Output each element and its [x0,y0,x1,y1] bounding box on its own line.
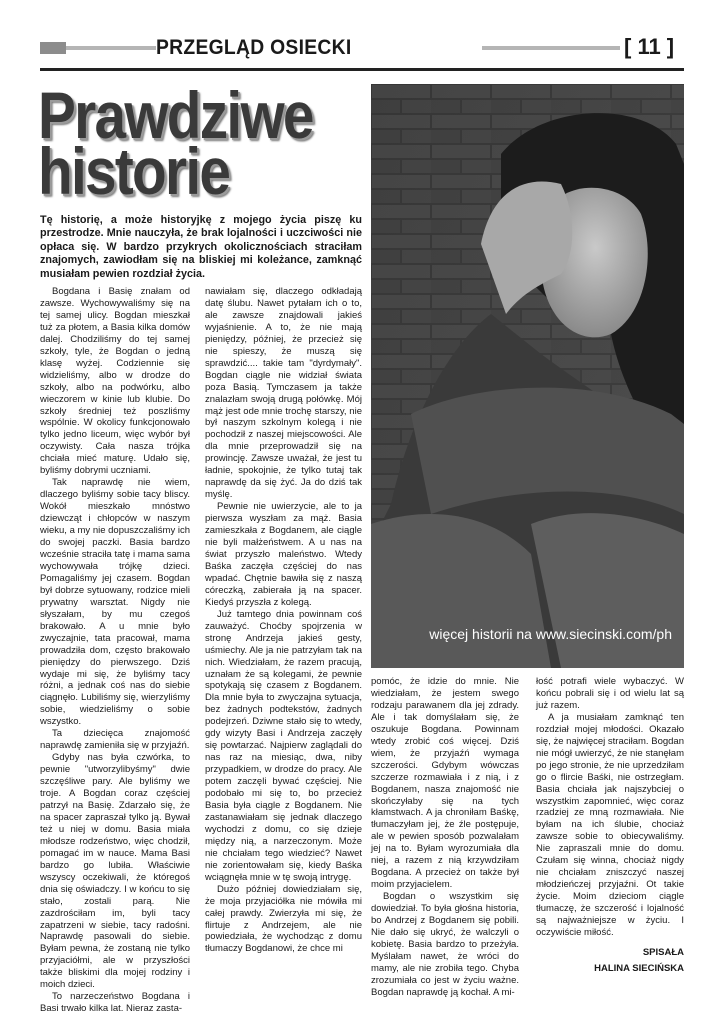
text-column-2 [205,286,362,955]
page-number: [ 11 ] [624,34,675,59]
paragraph: Bogdan o wszystkim się dowiedział. To była głośna historia, bo Andrzej z Bogdanem się pobili. Nie dało się ukryć, że walczyli o kobietę. Basia bardzo to przeżyła. Myślałam nawet, że wróci do mamy, ale nie zrobiła tego. Chyba zrozumiała co jest w życiu ważne. Bogdan naprawdę ją kochał. A mi- [371,891,519,998]
header-line-right [482,46,620,50]
article-photo [371,84,684,668]
photo-caption: więcej historii na www.siecinski.com/ph [429,626,672,642]
paragraph: Tak naprawdę nie wiem, dlaczego byliśmy sobie tacy bliscy. Wokół mieszkało mnóstwo dziewcząt i chłopców w naszym wieku, a my nie dopuszczaliśmy ich do swojej paczki. Basia bardzo wcześnie straciła tatę i mama sama wychowywała trójkę dzieci. Pomagaliśmy jej czasem. Bogdan był dobrze sytuowany, rodzice mieli prywatny warsztat. Nigdy nie słyszałam, by mu czegoś brakowało. A u mnie było zwyczajnie, tata pracował, mama prowadziła dom, często brakowało pieniędzy do pierwszego. Dziś wydaje mi się, że byliśmy tacy różni, a jednak coś nas do siebie ciągnęło. Lubiliśmy się, wierzyliśmy sobie, wiedzieliśmy o sobie wszystko. [40,477,190,728]
text-column-3 [371,676,519,999]
article-title-line2: historie [38,134,230,208]
text-column-1 [40,286,190,1015]
text-column-4 [536,676,684,977]
paragraph: Bogdana i Basię znałam od zawsze. Wychowywaliśmy się na tej samej ulicy. Bogdan mieszkał tuż za płotem, a Basia kilka domów dalej. Chodziliśmy do tej samej szkoły, tyle, że Bogdan o jedną klasę wyżej. Codziennie się widzieliśmy, albo w drodze do szkoły, albo na podwórku, albo wieczorem w kinie lub klubie. Do szkoły średniej też poszliśmy wspólnie. W okolicy funkcjonowało tylko jedno liceum, więc wybór był oczywisty. Cała nasza trójka chciała mieć maturę. Udało się, byliśmy dobrymi uczniami. [40,286,190,477]
paragraph: Dużo później dowiedziałam się, że moja przyjaciółka nie mówiła mi całej prawdy. Zwierzyła mi się, że flirtuje z Andrzejem, ale nie powiedziała, że wychodząc z domu tłumaczy Bogdanowi, że chce mi [205,883,362,955]
paragraph: Ta dziecięca znajomość naprawdę zamieniła się w przyjaźń. [40,728,190,752]
signature-label: SPISAŁA [642,946,684,958]
paragraph: łość potrafi wiele wybaczyć. W końcu pobrali się i od wielu lat są już razem. [536,676,684,711]
header-rule [40,68,684,71]
paragraph: pomóc, że idzie do mnie. Nie wiedziałam, że jestem swego rodzaju parawanem dla jej zdrady. Ale i tak domyślałam się, że oszukuje Bogdana. Powinnam wtedy zrobić coś więcej. Dziś wiem, że przyjaźń wymaga szczerości. Gdybym wówczas szczerze rozmawiała i z nią, i z Bogdanem, nasza znajomość nie skończyłaby się na tych kłamstwach. A ja chroniłam Baśkę, tłumaczyłam jej, że źle postępuje, ale w pewien sposób pozwalałam jej na to. Byłam wyrozumiała dla niej, a razem z nią krzywdziłam Bogdana. A przecież on także był moim przyjacielem. [371,676,519,891]
magazine-title: PRZEGLĄD OSIECKI [156,36,352,59]
paragraph: nawiałam się, dlaczego odkładają datę ślubu. Nawet pytałam ich o to, ale zawsze znajdowali jakieś wyjaśnienie. A to, że nie mają pieniędzy, później, że przecież się nie spieszy, że muszą się sprawdzić.... takie tam "dyrdymały". Bogdan ciągle nie widział świata poza Basią. Tymczasem ja także znalazłam swoją drugą połówkę. Mój mąż jest ode mnie trochę starszy, nie był naszym szkolnym kolegą i nie pochodził z naszej miejscowości. Ale dla mnie przeprowadził się na prowincję. Zawsze uważał, że jest tu ładnie, spokojnie, że tylko tutaj tak naprawdę da się żyć. Ja do dziś tak myślę. [205,286,362,501]
signature-block [536,945,684,977]
paragraph: A ja musiałam zamknąć ten rozdział mojej młodości. Okazało się, że najwięcej straciłam. Bogdan nie mógł uwierzyć, że nie stanęłam po jego stronie, że nie uprzedziłam go o flircie Baśki, nie ostrzegłam. Basia chciała jak najszybciej o wszystkim zapomnieć, więc coraz rzadziej ze mną rozmawiała. Nie byłam na ich ślubie, chociaż zawsze sobie to obiecywaliśmy. Nie zapraszali mnie do domu. Czułam się winna, chociaż nigdy nie chciałam zniszczyć naszej młodzieńczej przyjaźni. Ot takie życie. Moim dzieciom ciągle tłumaczę, że szczerość i lojalność są najważniejsze w życiu. I oczywiście miłość. [536,711,684,939]
photo-girl-sad-illustration [371,84,684,668]
paragraph: To narzeczeństwo Bogdana i Basi trwało kilka lat. Nieraz zasta- [40,991,190,1015]
header-line-left [66,46,156,50]
paragraph: Już tamtego dnia powinnam coś zauważyć. Choćby spojrzenia w stronę Andrzeja jakieś gesty, uśmiechy. Ale ja nie patrzyłam tak na nich. Wiedziałam, że razem pracują, uznałam że są kolegami, że pewnie spotykają się czasem z Bogdanem. Dla mnie była to zwyczajna sytuacja, bez żadnych podtekstów, żadnych podejrzeń. Dziwne stało się to wtedy, gdy wizyty Basi i Andrzeja zaczęły się powtarzać. Najpierw zaglądali do nas raz na miesiąc, dwa, niby przypadkiem, w drodze do pracy. Ale potem zaczęli bywać częściej. Nie podobało mi się to, bo przecież Basia była ciągle z Bogdanem. Nie zastanawiałam się jednak dlaczego wychodzi z domu, co się dzieje między nią, a narzeczonym. Może nie chciałam tego wiedzieć? Nawet nie zorientowałam się, kiedy Baśka wciągnęła mnie w tę swoją intrygę. [205,608,362,883]
article-title-line1: Prawdziwe [38,78,313,152]
header-accent-block [40,42,66,54]
paragraph: Gdyby nas była czwórka, to pewnie "utworzylibyśmy" dwie szczęśliwe pary. Ale byliśmy we troje. A Bogdan coraz częściej patrzył na Basię. Zdarzało się, że na spacer zapraszał tylko ją. Bywał też u niej w domu. Basia miała młodsze rodzeństwo, więc chodził, pomagać im w nauce. Mama Basi bardzo go lubiła. Właściwie wszyscy oczekiwali, że któregoś dnia się oświadczy. I w końcu to się stało, zostali parą. Nie zazdrościłam im, byli tacy zapatrzeni w siebie, tacy radośni. Naprawdę pasowali do siebie. Byłam pewna, że zostaną nie tylko przyjaciółmi, ale w przyszłości także bliskimi dla mojej rodziny i moich dzieci. [40,752,190,991]
paragraph: Pewnie nie uwierzycie, ale to ja pierwsza wyszłam za mąż. Basia zamieszkała z Bogdanem, ale ciągle nie byli małżeństwem. A u nas na świat przyszło maleństwo. Wtedy Baśka zaczęła częściej do nas wpadać. Chętnie bawiła się z naszą córeczką, zabierała ją na spacer. Kiedyś przyszła z kolegą. [205,501,362,608]
author-name: HALINA SIECIŃSKA [594,962,684,974]
article-lead: Tę historię, a może historyjkę z mojego życia piszę ku przestrodze. Mnie nauczyła, że brak lojalności i uczciwości nie opłaca się. W bardzo przykrych okolicznościach straciłam znajomych, zawiodłam się na bliskiej mi koleżance, zamknąć musiałam pewien rozdział życia. [40,214,362,280]
